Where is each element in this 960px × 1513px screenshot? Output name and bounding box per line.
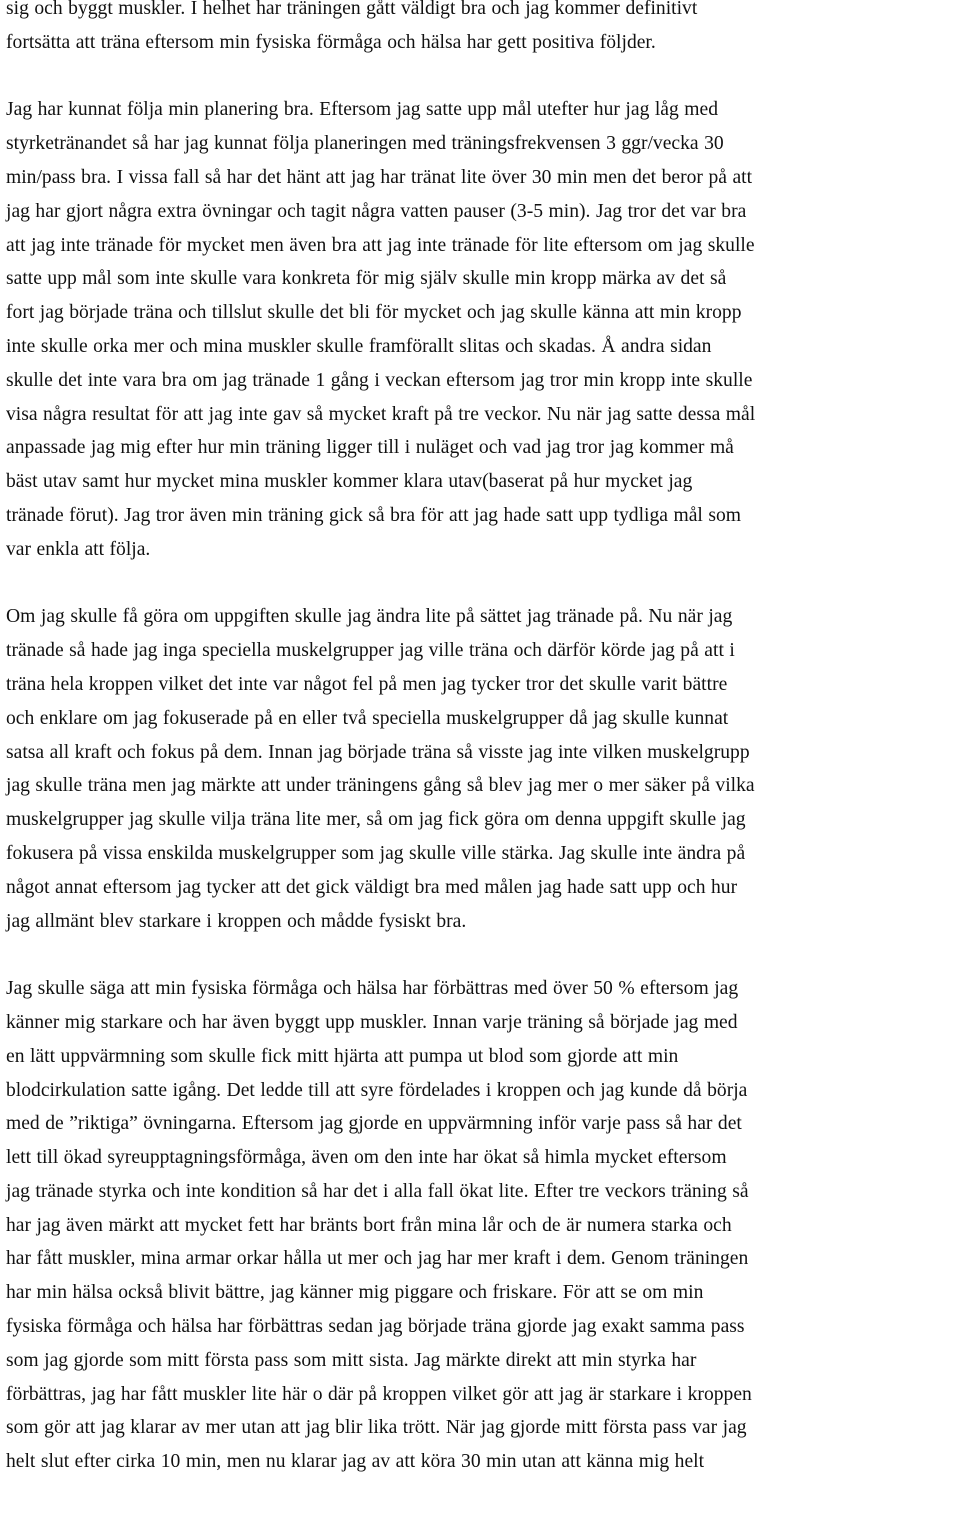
- paragraph-changes: Om jag skulle få göra om uppgiften skulle jag ändra lite på sättet jag tränade på. Nu när jag tränade så hade jag inga speciella muskelgrupper jag ville träna och därför körde jag på att i träna hela kroppen vilket det inte var något fel på men jag tycker tror det skulle varit bättre och enklare om jag fokuserade på en eller två speciella muskelgrupper då jag skulle kunnat satsa all kraft och fokus på dem. Innan jag började träna så visste jag inte vilken muskelgrupp jag skulle träna men jag märkte att under träningens gång så blev jag mer o mer säker på vilka muskelgrupper jag skulle vilja träna lite mer, så om jag fick göra om denna uppgift skulle jag fokusera på vissa enskilda muskelgrupper som jag skulle ville stärka. Jag skulle inte ändra på något annat eftersom jag tycker att det gick väldigt bra med målen jag hade satt upp och hur jag allmänt blev starkare i kroppen och mådde fysiskt bra.: [6, 606, 755, 932]
- paragraph-planning: Jag har kunnat följa min planering bra. Eftersom jag satte upp mål utefter hur jag låg med styrketränandet så har jag kunnat följa planeringen med träningsfrekvensen 3 ggr/vecka 30 min/pass bra. I vissa fall så har det hänt att jag har tränat lite över 30 min men det beror på att jag har gjort några extra övningar och tagit några vatten pauser (3-5 min). Jag tror det var bra att jag inte tränade för mycket men även bra att jag inte tränade för lite eftersom om jag skulle satte upp mål som inte skulle vara konkreta för mig själv skulle min kropp märka av det så fort jag började träna och tillslut skulle det bli för mycket och jag skulle känna att min kropp inte skulle orka mer och mina muskler skulle framförallt slitas och skadas. Å andra sidan skulle det inte vara bra om jag tränade 1 gång i veckan eftersom jag tror min kropp inte skulle visa några resultat för att jag inte gav så mycket kraft på tre veckor. Nu när jag satte dessa mål anpassade jag mig efter hur min träning ligger till i nuläget och vad jag tror jag kommer må bäst utav samt hur mycket mina muskler kommer klara utav(baserat på hur mycket jag tränade förut). Jag tror även min träning gick så bra för att jag hade satt upp tydliga mål som var enkla att följa.: [6, 99, 756, 560]
- paragraph-fitness-improvement: Jag skulle säga att min fysiska förmåga och hälsa har förbättras med över 50 % eftersom jag känner mig starkare och har även byggt upp muskler. Innan varje träning så började jag med en lätt uppvärmning som skulle fick mitt hjärta att pumpa ut blod som gjorde att min blodcirkulation satte igång. Det ledde till att syre fördelades i kroppen och jag kunde då börja med de ”riktiga” övningarna. Eftersom jag gjorde en uppvärmning inför varje pass så har det lett till ökad syreupptagningsförmåga, även om den inte har ökat så himla mycket eftersom jag tränade styrka och inte kondition så har det i alla fall ökat lite. Efter tre veckors träning så har jag även märkt att mycket fett har bränts bort från mina lår och de är numera starka och har fått muskler, mina armar orkar hålla ut mer och jag har mer kraft i dem. Genom träningen har min hälsa också blivit bättre, jag känner mig piggare och friskare. För att se om min fysiska förmåga och hälsa har förbättras sedan jag började träna gjorde jag exakt samma pass som jag gjorde som mitt första pass som mitt sista. Jag märkte direkt att min styrka har förbättras, jag har fått muskler lite här o där på kroppen vilket gör att jag är starkare i kroppen som gör att jag klarar av mer utan att jag blir lika trött. När jag gjorde mitt första pass var jag helt slut efter cirka 10 min, men nu klarar jag av att köra 30 min utan att känna mig helt: [6, 978, 752, 1473]
- document-page: [6, 0, 956, 1513]
- paragraph-continuation: sig och byggt muskler. I helhet har träningen gått väldigt bra och jag kommer definitivt fortsätta att träna eftersom min fysiska förmåga och hälsa har gett positiva följder.: [6, 0, 698, 53]
